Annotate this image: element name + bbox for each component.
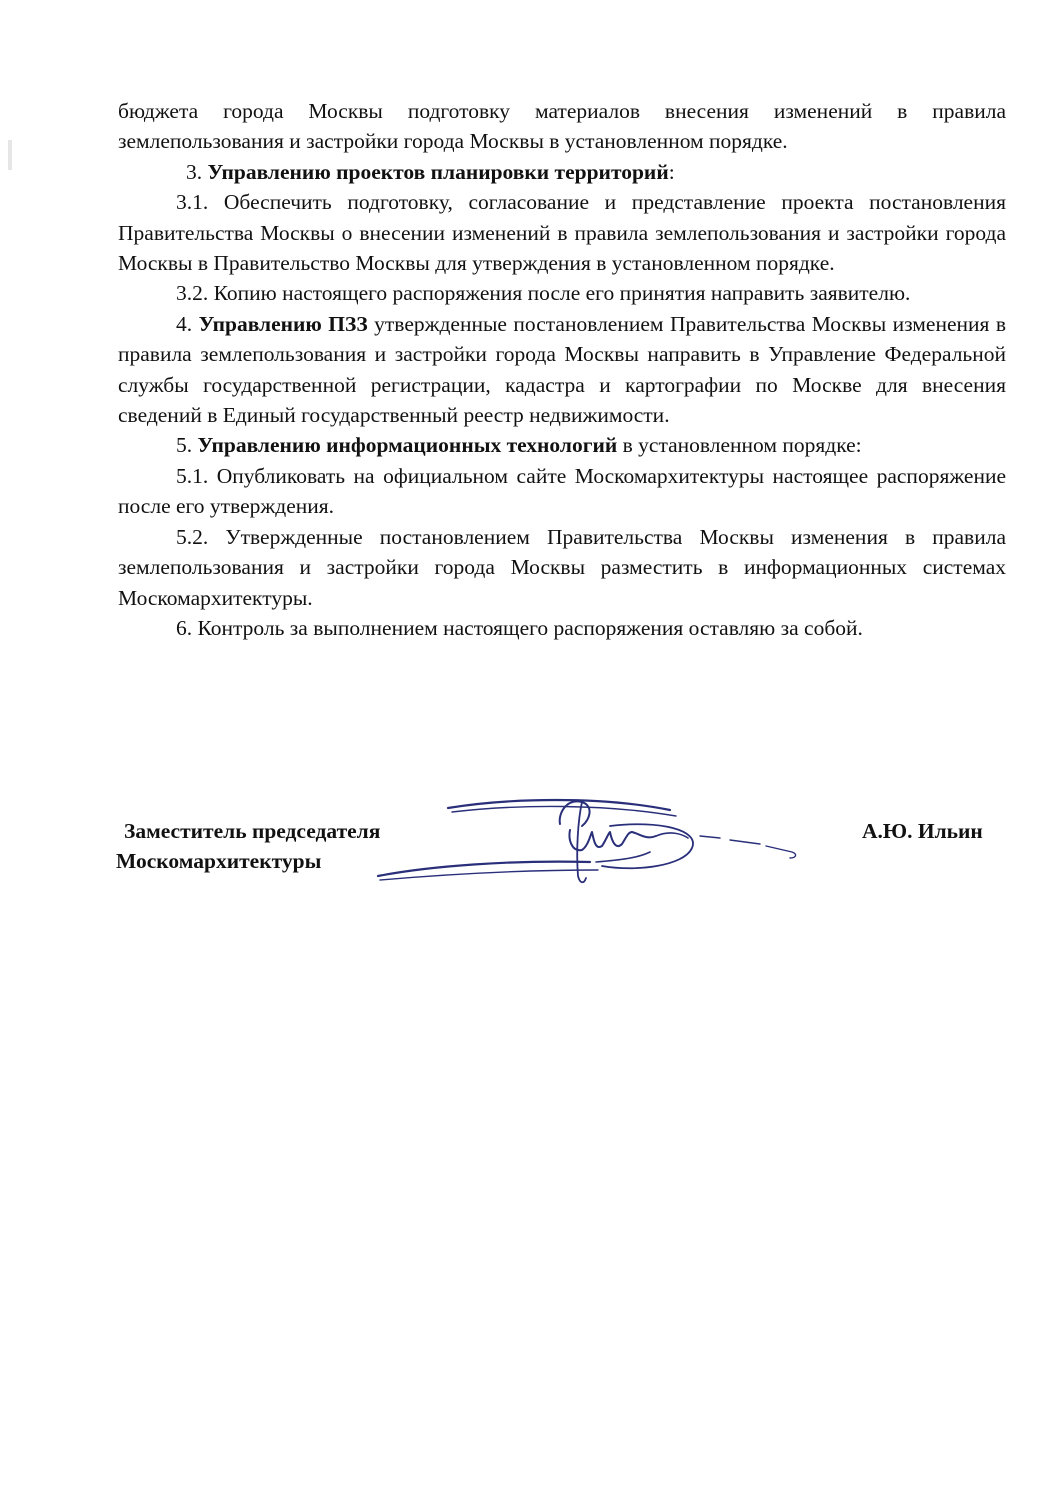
signatory-position [116, 816, 380, 876]
paragraph-p0 [118, 96, 1006, 157]
paragraph-p5-2 [118, 522, 1006, 613]
paragraph-p5-1 [118, 461, 1006, 522]
text-run: 5.2. Утвержденные постановлением Правительства Москвы изменения в правила землепользования и застройки города Москвы разместить в информационных системах Москомархитектуры. [118, 524, 1006, 610]
text-run: 3. [186, 159, 208, 184]
paragraph-p3-1 [118, 187, 1006, 278]
bold-run: Управлению проектов планировки территорий [207, 159, 669, 184]
paragraph-p4 [118, 309, 1006, 431]
text-run: 3.2. Копию настоящего распоряжения после его принятия направить заявителю. [176, 281, 911, 306]
signatory-position-line1: Заместитель председателя [124, 819, 381, 843]
text-run: 4. [176, 311, 199, 336]
signatory-position-line2: Москомархитектуры [116, 849, 322, 873]
paragraph-p5 [118, 430, 1006, 460]
text-run: 3.1. Обеспечить подготовку, согласование и представление проекта постановления Правительства Москвы о внесении изменений в правила землепользования и застройки города Москвы в Правительство Москвы для утверждения в установленном порядке. [118, 190, 1006, 276]
text-run: 5.1. Опубликовать на официальном сайте Москомархитектуры настоящее распоряжение после его утверждения. [118, 463, 1006, 519]
paragraph-p3-2 [118, 278, 1006, 308]
paragraph-p3 [118, 157, 1006, 187]
text-run: утвержденные постановлением Правительства Москвы изменения в правила землепользования и застройки города Москвы направить в Управление Федеральной службы государственной регистрации, кадастра и картографии по Москве для внесения сведений в Единый государственный реестр недвижимости. [118, 311, 1006, 428]
signatory-name: А.Ю. Ильин [862, 819, 983, 843]
text-run: 5. [176, 433, 198, 458]
text-run: в установленном порядке: [617, 433, 862, 458]
paragraph-p6 [118, 613, 1006, 643]
scan-margin-mark [8, 140, 12, 170]
text-run: : [668, 159, 675, 184]
text-run: 6. Контроль за выполнением настоящего распоряжения оставляю за собой. [176, 615, 863, 640]
bold-run: Управлению ПЗЗ [198, 311, 368, 336]
document-body [118, 96, 1006, 643]
text-run: бюджета города Москвы подготовку материалов внесения изменений в правила землепользования и застройки города Москвы в установленном порядке. [118, 99, 1006, 154]
handwritten-signature [370, 780, 810, 900]
bold-run: Управлению информационных технологий [197, 433, 618, 458]
